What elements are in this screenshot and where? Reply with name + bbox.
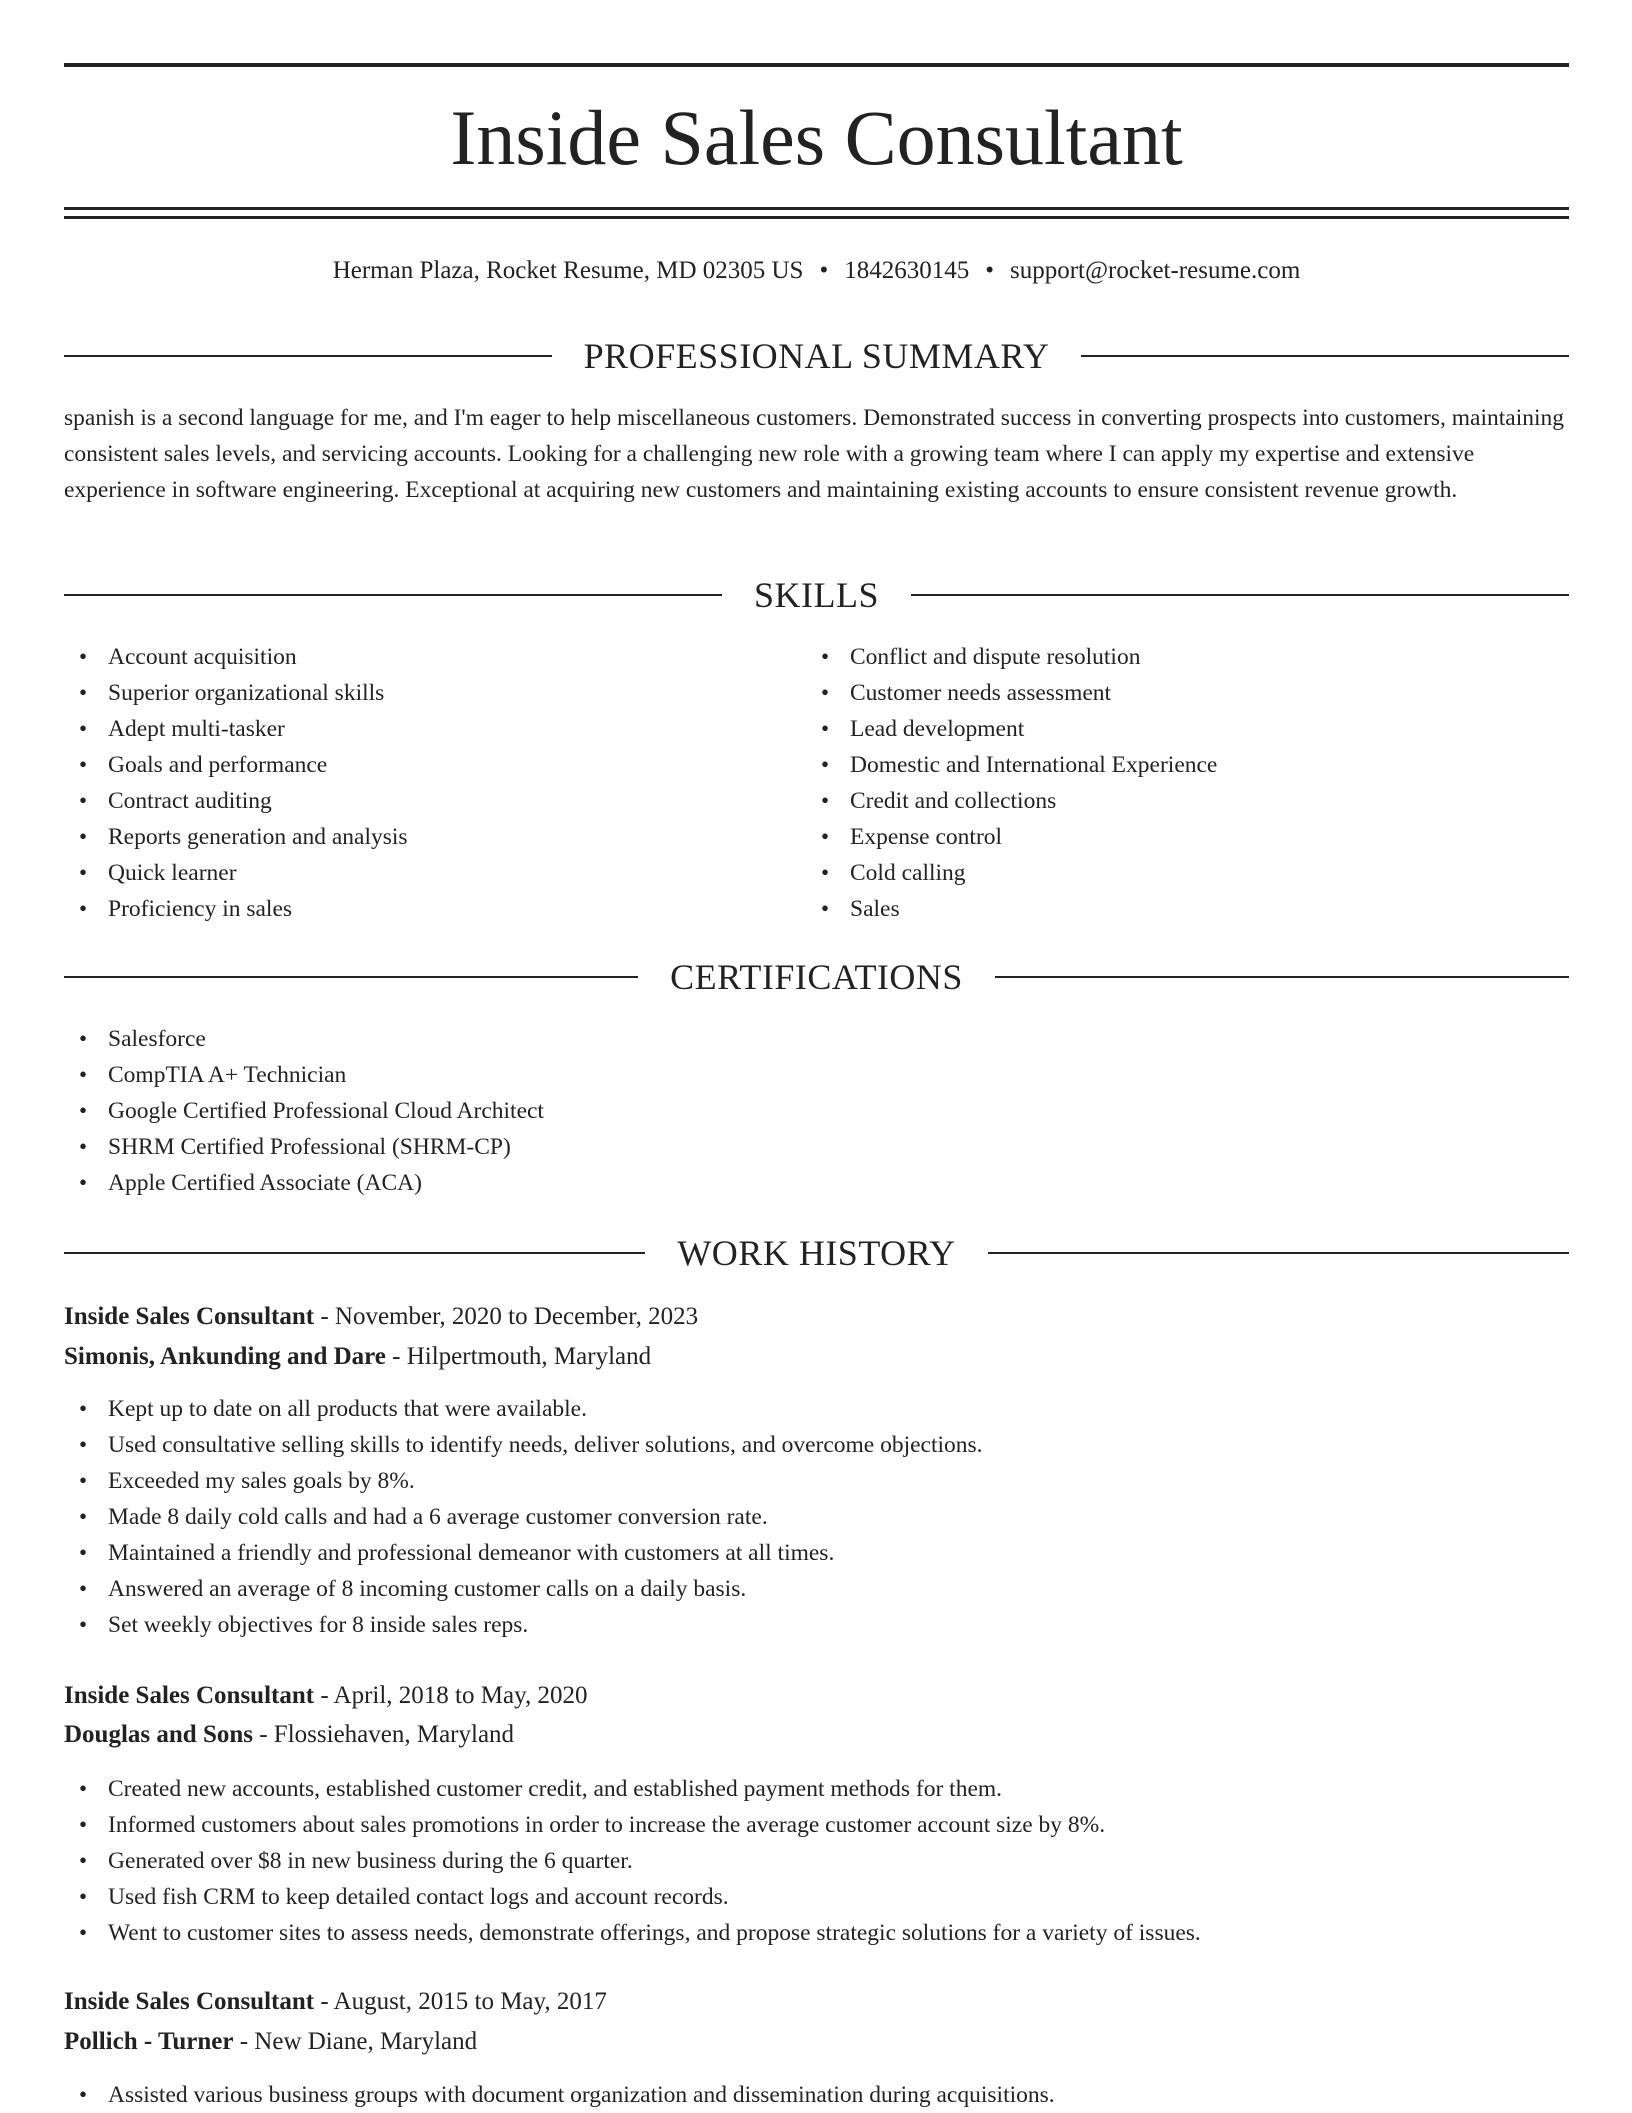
section-title-summary: PROFESSIONAL SUMMARY — [583, 336, 1050, 376]
contact-phone: 1842630145 — [844, 257, 970, 284]
job-company: Pollich - Turner — [64, 2028, 234, 2055]
contact-address: Herman Plaza, Rocket Resume, MD 02305 US — [332, 257, 804, 284]
top-rule — [64, 63, 1569, 67]
contact-email: support@rocket-resume.com — [1010, 257, 1301, 284]
skill-item: • Reports generation and analysis — [64, 819, 804, 855]
job-bullet: • Assisted various business groups with document organization and dissemination during acquisitions. — [64, 2077, 1569, 2113]
job-company-line — [64, 1715, 1569, 1755]
section-header-skills — [64, 575, 1569, 615]
job-dates: - August, 2015 to May, 2017 — [314, 1988, 607, 2015]
job-location: - Hilpertmouth, Maryland — [385, 1343, 652, 1370]
section-title-certifications: CERTIFICATIONS — [670, 957, 963, 997]
job-bullet: • Informed customers about sales promotions in order to increase the average customer account size by 8%. — [64, 1807, 1569, 1843]
skill-item: • Sales — [806, 891, 1566, 927]
title-double-rule-upper — [64, 207, 1569, 210]
skill-item: • Contract auditing — [64, 783, 804, 819]
job-dates: - November, 2020 to December, 2023 — [314, 1303, 699, 1330]
skill-item: • Goals and performance — [64, 747, 804, 783]
job-bullet: • Used fish CRM to keep detailed contact logs and account records. — [64, 1879, 1569, 1915]
contact-line — [64, 253, 1569, 289]
job-bullet: • Created new accounts, established customer credit, and established payment methods for them. — [64, 1771, 1569, 1807]
skills-list-left — [64, 639, 804, 927]
job-title-line — [64, 1676, 1569, 1716]
section-divider — [64, 594, 722, 596]
job-location: - New Diane, Maryland — [233, 2028, 478, 2055]
skill-item: • Cold calling — [806, 855, 1566, 891]
job-title: Inside Sales Consultant — [64, 1988, 315, 2015]
contact-separator: • — [985, 257, 994, 284]
skill-item: • Customer needs assessment — [806, 675, 1566, 711]
job-company-line — [64, 1337, 1569, 1377]
skill-item: • Quick learner — [64, 855, 804, 891]
section-header-work-history — [64, 1233, 1569, 1273]
skill-item: • Account acquisition — [64, 639, 804, 675]
skill-item: • Conflict and dispute resolution — [806, 639, 1566, 675]
section-divider — [64, 355, 552, 357]
job-bullet: • Went to customer sites to assess needs, demonstrate offerings, and propose strategic solutions for a variety of issues. — [64, 1915, 1569, 1951]
job-bullet: • Set weekly objectives for 8 inside sales reps. — [64, 1607, 1569, 1643]
certification-item: • SHRM Certified Professional (SHRM-CP) — [64, 1129, 1569, 1165]
skill-item: • Lead development — [806, 711, 1566, 747]
skill-item: • Expense control — [806, 819, 1566, 855]
job-bullet: • Generated over $8 in new business during the 6 quarter. — [64, 1843, 1569, 1879]
job-bullet: • Maintained a friendly and professional demeanor with customers at all times. — [64, 1535, 1569, 1571]
job-bullet: • Exceeded my sales goals by 8%. — [64, 1463, 1569, 1499]
skills-list-right — [806, 639, 1566, 927]
job-dates: - April, 2018 to May, 2020 — [314, 1682, 588, 1709]
job-company: Simonis, Ankunding and Dare — [64, 1343, 386, 1370]
contact-separator: • — [819, 257, 829, 284]
certification-item: • CompTIA A+ Technician — [64, 1057, 1569, 1093]
section-divider — [988, 1252, 1569, 1254]
job-title-line — [64, 1982, 1569, 2022]
summary-text: spanish is a second language for me, and I'm eager to help miscellaneous customers. Demonstrated success in converting prospects into customers, maintaining consistent sales levels, and servicing accounts. Looking for a challenging new role with a growing team where I can apply my expertise and extensive experience in software engineering. Exceptional at acquiring new customers and maintaining existing accounts to ensure consistent revenue growth. — [64, 405, 1565, 503]
section-header-certifications — [64, 957, 1569, 997]
resume-title: Inside Sales Consultant — [450, 94, 1183, 181]
section-divider — [64, 976, 638, 978]
certifications-list — [64, 1021, 1569, 1201]
job-bullet: • Kept up to date on all products that were available. — [64, 1391, 1569, 1427]
skill-item: • Credit and collections — [806, 783, 1566, 819]
job-bullet: • Answered an average of 8 incoming customer calls on a daily basis. — [64, 1571, 1569, 1607]
section-divider — [1081, 355, 1569, 357]
skill-item: • Superior organizational skills — [64, 675, 804, 711]
job-company-line — [64, 2022, 1569, 2062]
skill-item: • Domestic and International Experience — [806, 747, 1566, 783]
job-title: Inside Sales Consultant — [64, 1303, 315, 1330]
section-divider — [911, 594, 1569, 596]
section-header-summary — [64, 336, 1569, 376]
job-company: Douglas and Sons — [64, 1721, 253, 1748]
job-title: Inside Sales Consultant — [64, 1682, 315, 1709]
skill-item: • Proficiency in sales — [64, 891, 804, 927]
job-bullets — [64, 1771, 1569, 1951]
section-divider — [64, 1252, 645, 1254]
skill-item: • Adept multi-tasker — [64, 711, 804, 747]
section-title-skills: SKILLS — [754, 575, 880, 615]
job-bullets — [64, 2077, 1569, 2113]
job-bullets — [64, 1391, 1569, 1643]
certification-item: • Salesforce — [64, 1021, 1569, 1057]
job-title-line — [64, 1297, 1569, 1337]
section-title-work-history: WORK HISTORY — [677, 1233, 956, 1273]
job-bullet: • Made 8 daily cold calls and had a 6 average customer conversion rate. — [64, 1499, 1569, 1535]
job-bullet: • Used consultative selling skills to identify needs, deliver solutions, and overcome objections. — [64, 1427, 1569, 1463]
title-double-rule-lower — [64, 216, 1569, 219]
certification-item: • Apple Certified Associate (ACA) — [64, 1165, 1569, 1201]
section-divider — [995, 976, 1569, 978]
certification-item: • Google Certified Professional Cloud Architect — [64, 1093, 1569, 1129]
job-location: - Flossiehaven, Maryland — [252, 1721, 515, 1748]
